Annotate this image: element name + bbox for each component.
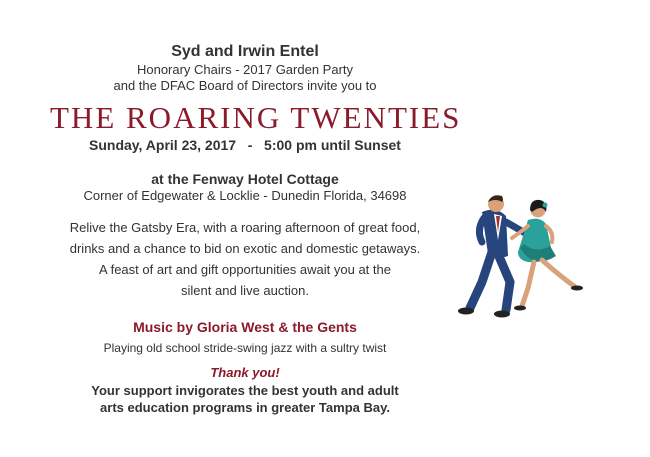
invite-line: and the DFAC Board of Directors invite you to xyxy=(113,78,377,93)
dancing-couple-illustration xyxy=(452,190,587,320)
invitation xyxy=(50,42,462,416)
description-line: A feast of art and gift opportunities await you at the xyxy=(99,262,391,277)
honorary-chairs-line: Honorary Chairs - 2017 Garden Party xyxy=(136,62,354,77)
music-description: Playing old school stride-swing jazz with a sultry twist xyxy=(103,341,387,355)
support-message xyxy=(50,382,440,416)
music-heading: Music by Gloria West & the Gents xyxy=(133,319,357,335)
event-description xyxy=(50,217,440,301)
description-line: Relive the Gatsby Era, with a roaring afternoon of great food, xyxy=(69,220,421,235)
hosts-name: Syd and Irwin Entel xyxy=(171,43,319,60)
description-line: silent and live auction. xyxy=(181,283,309,298)
support-line: Your support invigorates the best youth and adult xyxy=(91,383,399,398)
event-address: Corner of Edgewater & Locklie - Dunedin Florida, 34698 xyxy=(83,188,407,203)
event-venue: at the Fenway Hotel Cottage xyxy=(151,171,339,187)
event-title: THE ROARING TWENTIES xyxy=(50,100,462,135)
thank-you-text: Thank you! xyxy=(210,365,280,380)
description-line: drinks and a chance to bid on exotic and domestic getaways. xyxy=(69,241,421,256)
support-line: arts education programs in greater Tampa Bay. xyxy=(100,400,390,415)
event-datetime: Sunday, April 23, 2017 - 5:00 pm until Sunset xyxy=(89,137,401,153)
